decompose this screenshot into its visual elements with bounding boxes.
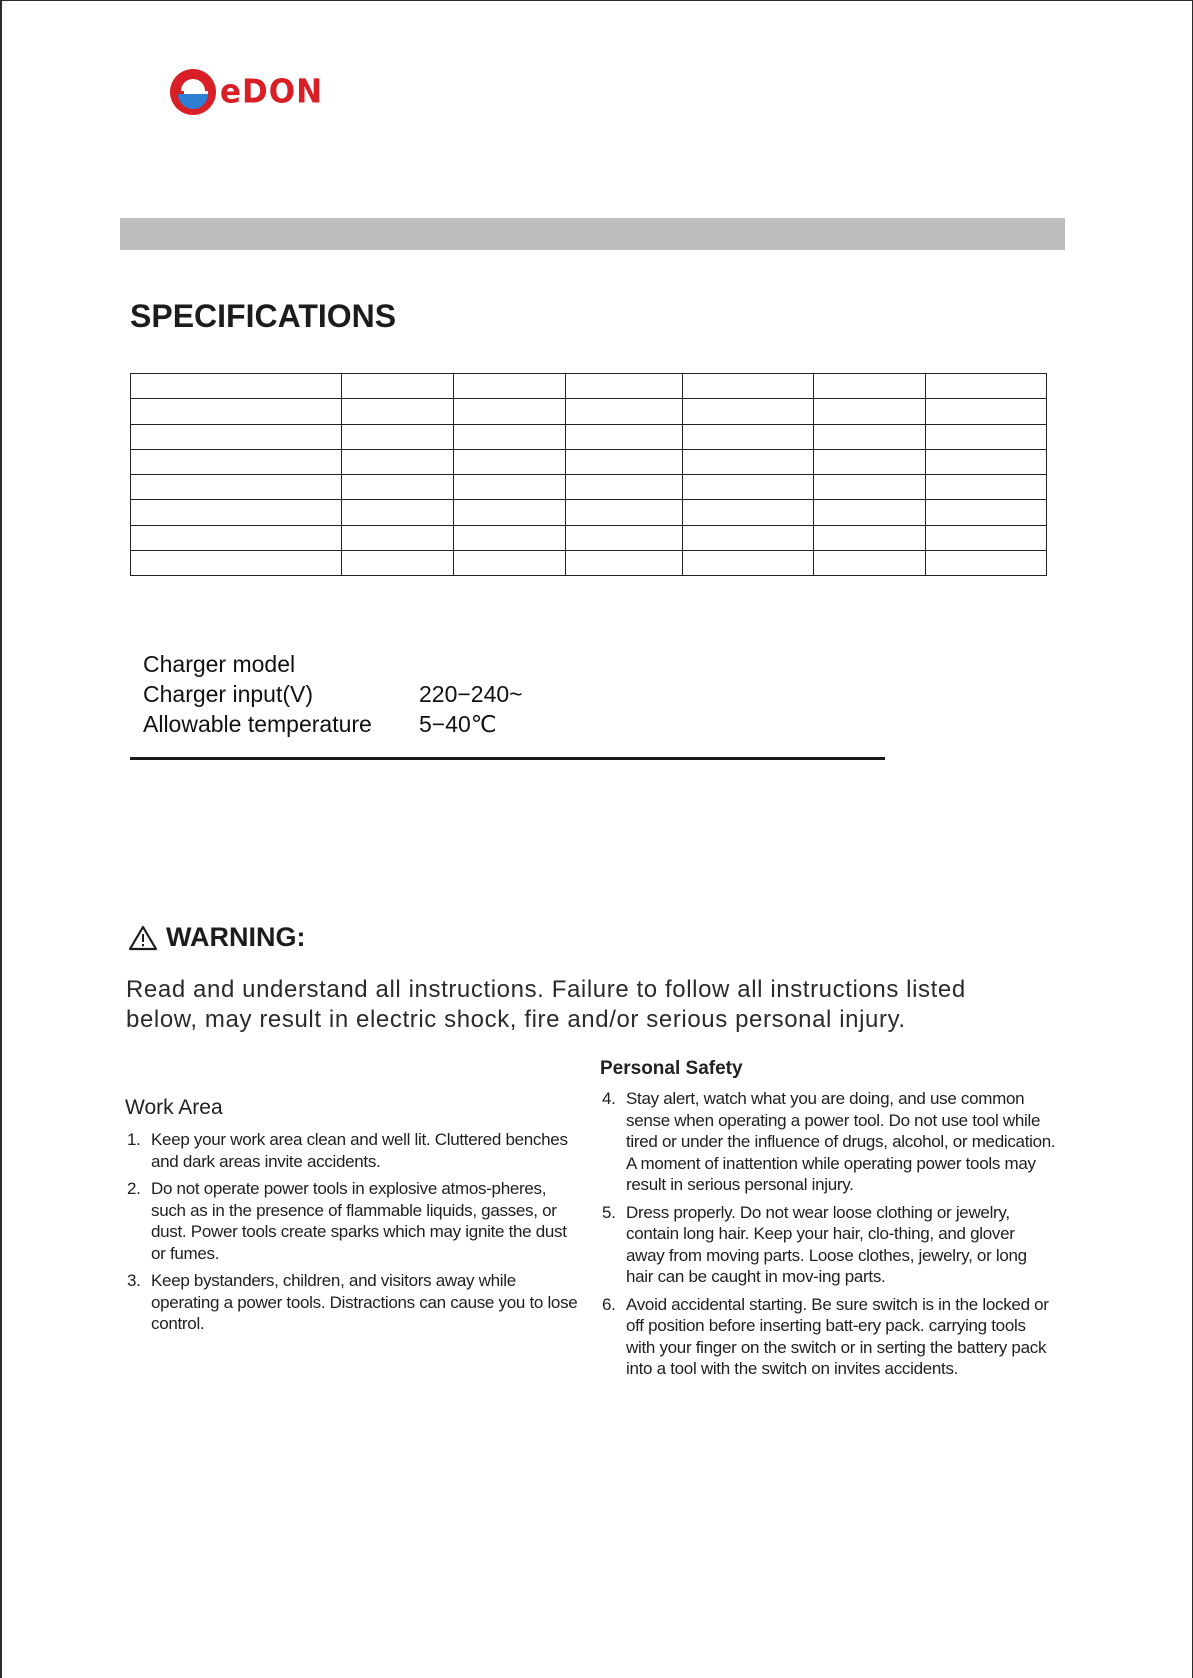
table-cell: [131, 550, 342, 575]
table-cell: [683, 399, 814, 424]
warning-title: WARNING:: [166, 922, 306, 952]
list-item: [602, 1202, 1057, 1288]
list-item: [602, 1294, 1057, 1380]
list-item-text: Stay alert, watch what you are doing, and use common sense when operating a power tool. Do not use tool while tired or under the influence of drugs, alcohol, or medication. A moment of inattention while operating power tools may result in serious personal injury.: [626, 1089, 1056, 1194]
table-cell: [566, 525, 683, 550]
table-cell: [814, 449, 926, 474]
list-item-text: Do not operate power tools in explosive atmos-pheres, such as in the presence of flammable liquids, gasses, or dust. Power tools create sparks which may ignite the dust or fumes.: [151, 1179, 567, 1263]
charger-input-value: 220−240~: [419, 681, 523, 707]
table-cell: [566, 449, 683, 474]
table-cell: [454, 449, 566, 474]
table-cell: [131, 525, 342, 550]
list-item-text: Dress properly. Do not wear loose clothing or jewelry, contain long hair. Keep your hair, clo-thing, and glover away from moving parts. Loose clothes, jewelry, or long hair can be caught in mov-ing parts.: [626, 1202, 1027, 1286]
table-cell: [342, 550, 454, 575]
table-cell: [566, 475, 683, 500]
table-cell: [566, 500, 683, 525]
table-cell: [342, 374, 454, 399]
table-cell: [814, 374, 926, 399]
charger-divider: [130, 757, 885, 760]
table-cell: [926, 475, 1047, 500]
specifications-title: SPECIFICATIONS: [130, 298, 397, 334]
table-cell: [454, 424, 566, 449]
table-cell: [342, 475, 454, 500]
table-cell: [566, 374, 683, 399]
allowable-temperature-row: [143, 709, 523, 739]
table-cell: [342, 525, 454, 550]
charger-input-label: Charger input(V): [143, 681, 314, 707]
table-row: [131, 550, 1047, 575]
page-border-left: [0, 0, 2, 1678]
table-cell: [814, 475, 926, 500]
warning-heading: [128, 922, 305, 953]
warning-triangle-icon: [128, 925, 158, 951]
list-item-text: Keep your work area clean and well lit. Cluttered benches and dark areas invite accidents.: [151, 1130, 568, 1171]
list-item-number: 1.: [127, 1130, 141, 1149]
header-band: [120, 218, 1065, 250]
table-cell: [683, 475, 814, 500]
table-cell: [454, 500, 566, 525]
table-cell: [131, 399, 342, 424]
table-cell: [926, 424, 1047, 449]
list-item-number: 6.: [602, 1294, 616, 1314]
table-cell: [926, 500, 1047, 525]
table-row: [131, 449, 1047, 474]
table-cell: [683, 500, 814, 525]
allowable-temperature-label: Allowable temperature: [143, 711, 372, 737]
table-cell: [454, 550, 566, 575]
table-cell: [683, 374, 814, 399]
work-area-title: Work Area: [125, 1096, 223, 1119]
table-cell: [131, 374, 342, 399]
table-row: [131, 475, 1047, 500]
allowable-temperature-value: 5−40℃: [419, 711, 497, 737]
charger-model-label: Charger model: [143, 651, 296, 677]
list-item-text: Keep bystanders, children, and visitors away while operating a power tools. Distractions can cause you to lose control.: [151, 1271, 578, 1333]
table-cell: [342, 424, 454, 449]
table-cell: [566, 399, 683, 424]
table-cell: [814, 550, 926, 575]
table-cell: [566, 424, 683, 449]
table-cell: [454, 525, 566, 550]
table-cell: [683, 550, 814, 575]
table-row: [131, 500, 1047, 525]
edon-logo-icon: [168, 67, 218, 117]
table-row: [131, 424, 1047, 449]
personal-safety-title: Personal Safety: [600, 1058, 743, 1079]
brand-logo-text: eDON: [220, 73, 324, 111]
table-cell: [131, 424, 342, 449]
table-cell: [454, 374, 566, 399]
table-cell: [814, 525, 926, 550]
brand-logo: [168, 66, 323, 118]
specifications-table: [130, 373, 1047, 576]
list-item-text: Avoid accidental starting. Be sure switch is in the locked or off position before inserting batt-ery pack. carrying tools with your finger on the switch or in serting the battery pack into a tool with the switch on invites accidents.: [626, 1294, 1049, 1378]
table-cell: [454, 399, 566, 424]
table-cell: [131, 449, 342, 474]
table-cell: [131, 500, 342, 525]
table-cell: [926, 525, 1047, 550]
table-cell: [814, 500, 926, 525]
list-item-number: 2.: [127, 1179, 141, 1198]
table-cell: [814, 424, 926, 449]
table-cell: [342, 449, 454, 474]
table-row: [131, 374, 1047, 399]
page-border-top: [0, 0, 1193, 1]
list-item: [127, 1270, 582, 1335]
list-item-number: 3.: [127, 1271, 141, 1290]
table-cell: [926, 399, 1047, 424]
list-item: [127, 1129, 582, 1172]
table-cell: [683, 449, 814, 474]
warning-intro-text: Read and understand all instructions. Failure to follow all instructions listed below, may result in electric shock, fire and/or serious personal injury.: [126, 976, 966, 1033]
table-cell: [566, 550, 683, 575]
charger-info: [143, 649, 523, 739]
table-cell: [683, 424, 814, 449]
charger-input-row: [143, 679, 523, 709]
list-item: [602, 1088, 1057, 1196]
table-cell: [926, 374, 1047, 399]
table-cell: [926, 550, 1047, 575]
table-cell: [454, 475, 566, 500]
list-item-number: 5.: [602, 1202, 616, 1222]
work-area-list: [127, 1129, 582, 1341]
table-cell: [342, 399, 454, 424]
list-item: [127, 1178, 582, 1264]
table-cell: [683, 525, 814, 550]
table-cell: [342, 500, 454, 525]
table-row: [131, 525, 1047, 550]
list-item-number: 4.: [602, 1089, 616, 1108]
table-cell: [926, 449, 1047, 474]
table-cell: [131, 475, 342, 500]
table-cell: [814, 399, 926, 424]
charger-model-row: [143, 649, 523, 679]
table-row: [131, 399, 1047, 424]
personal-safety-list: [602, 1088, 1057, 1386]
